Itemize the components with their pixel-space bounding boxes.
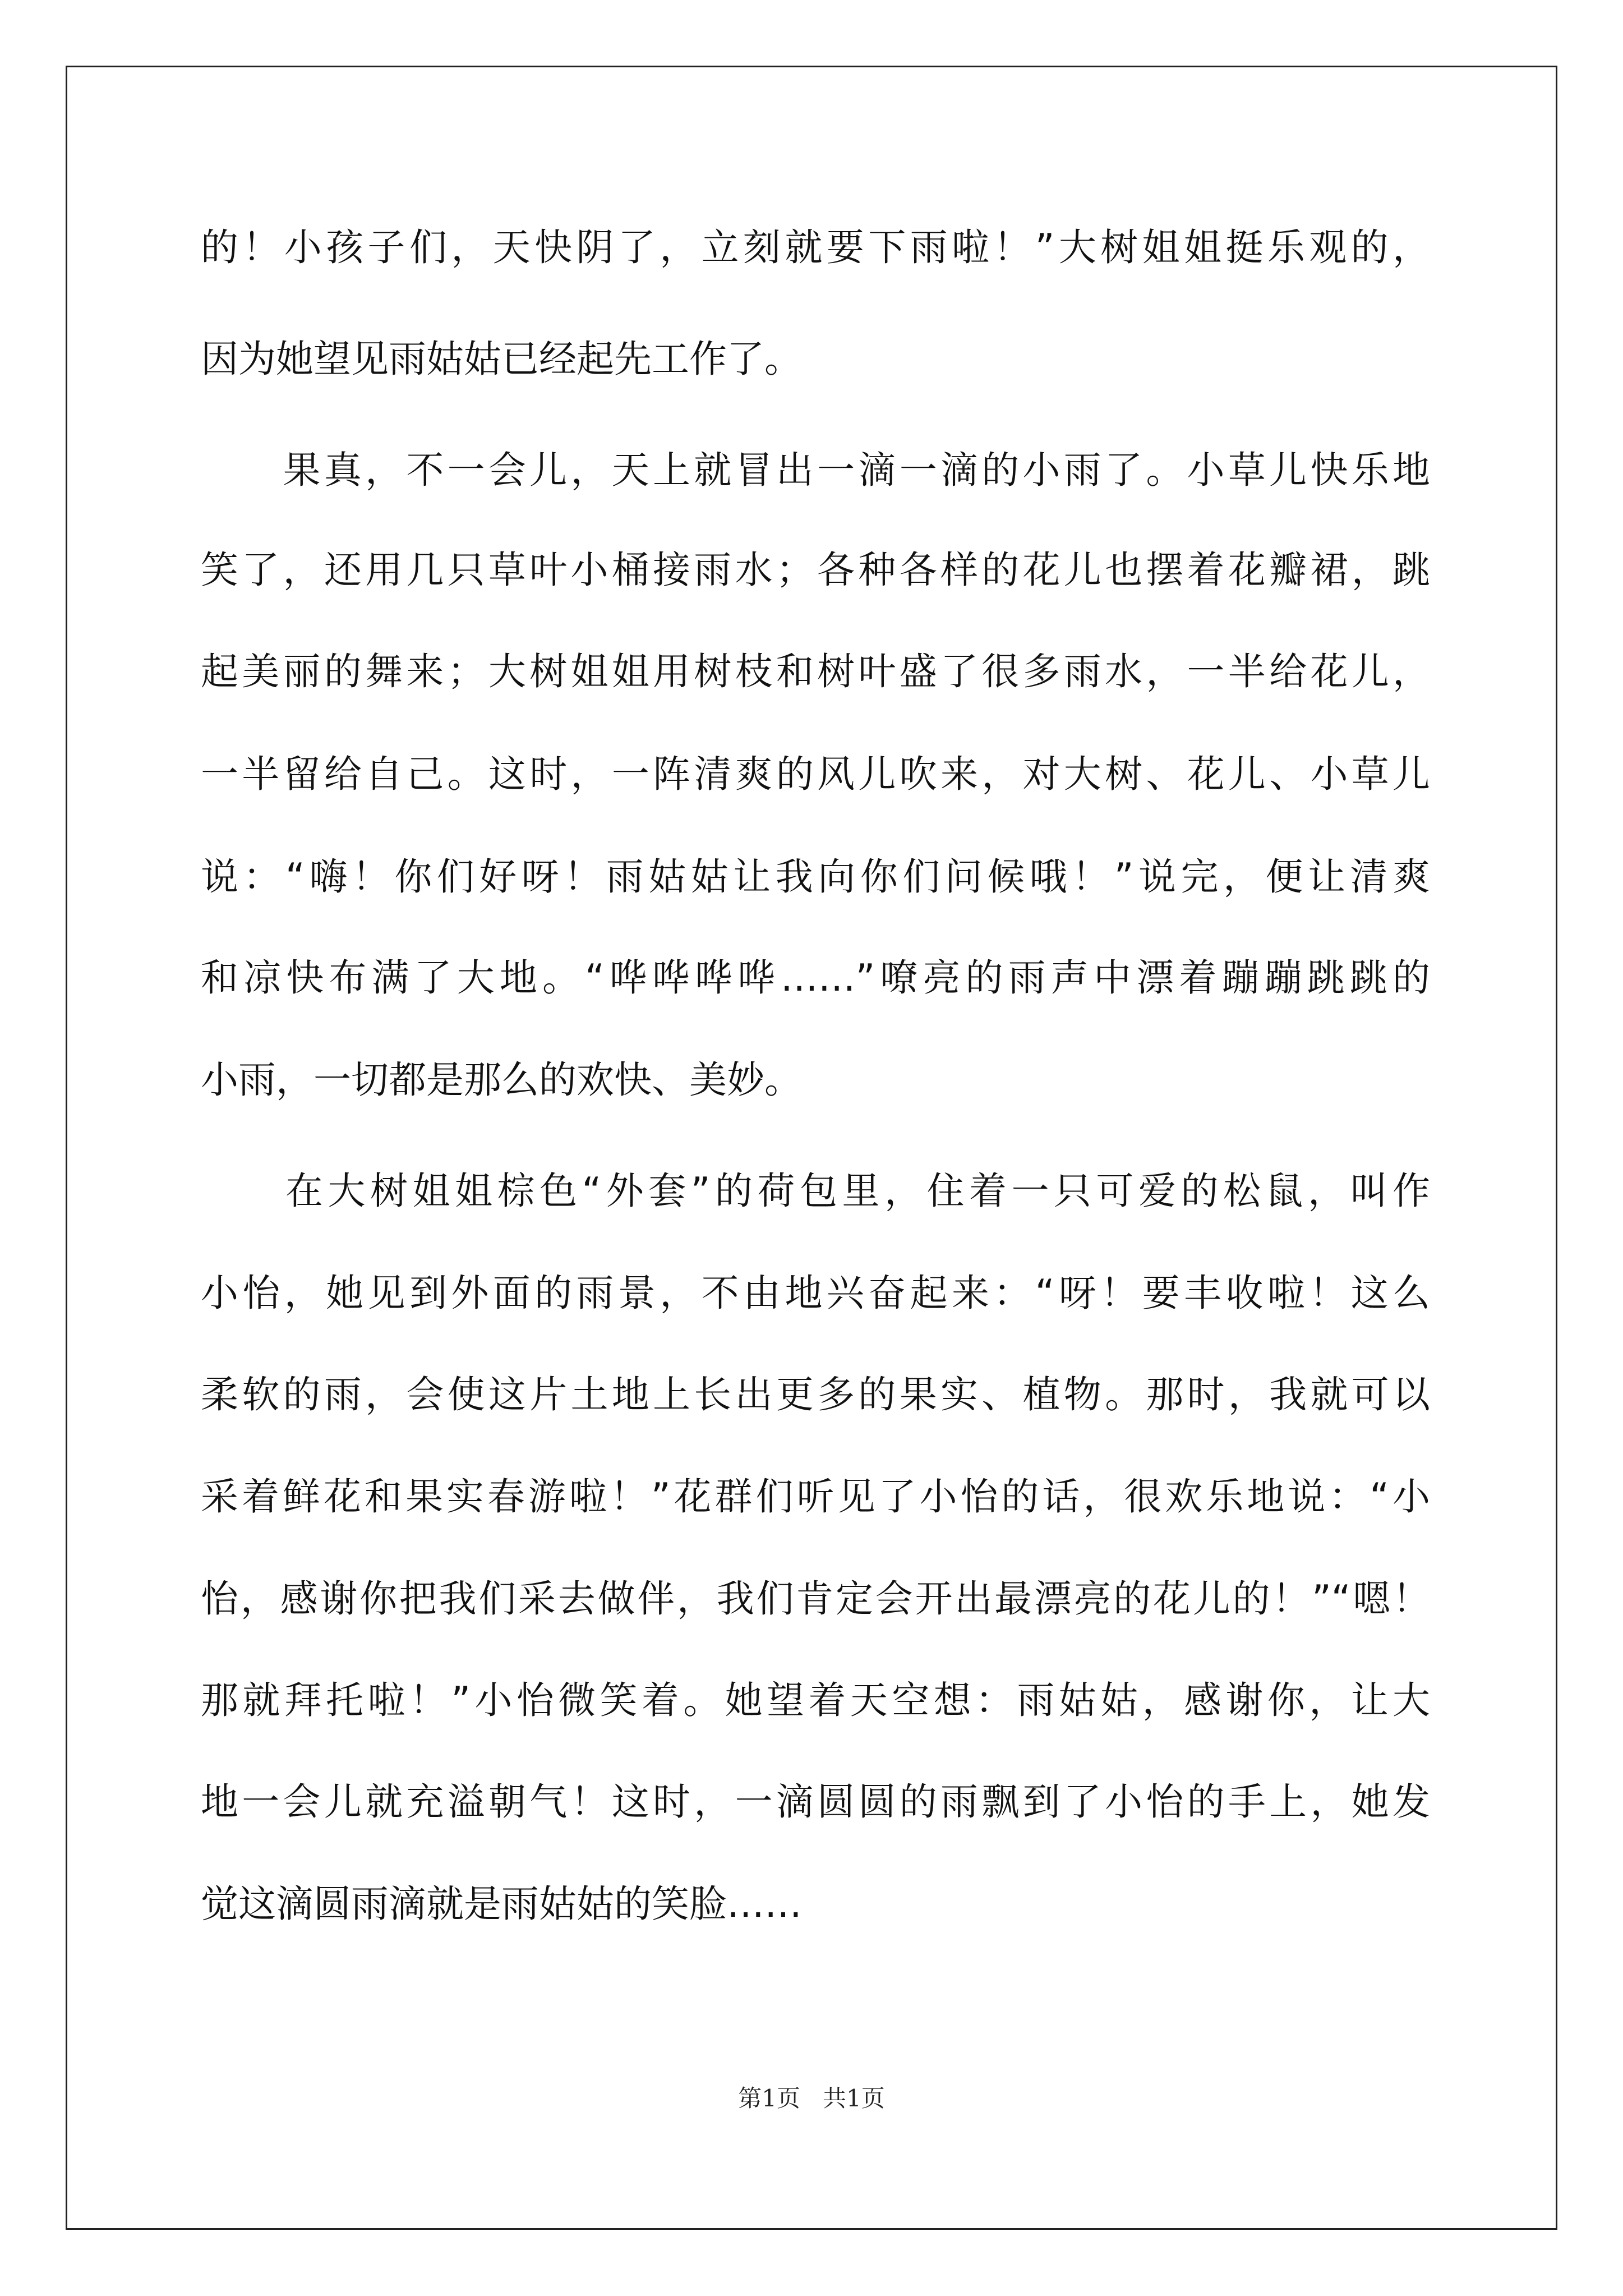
text-line: 果真，不一会儿，天上就冒出一滴一滴的小雨了。小草儿快乐地 — [201, 448, 1430, 492]
text-line: 那就拜托啦！”小怡微笑着。她望着天空想：雨姑姑，感谢你，让大 — [201, 1678, 1430, 1722]
text-line: 采着鲜花和果实春游啦！”花群们听见了小怡的话，很欢乐地说：“小 — [201, 1475, 1430, 1519]
text-line: 柔软的雨，会使这片土地上长出更多的果实、植物。那时，我就可以 — [201, 1373, 1430, 1416]
page-total: 共1页 — [823, 2085, 885, 2112]
text-line: 小怡，她见到外面的雨景，不由地兴奋起来：“呀！要丰收啦！这么 — [201, 1271, 1430, 1315]
text-line: 觉这滴圆雨滴就是雨姑姑的笑脸…… — [201, 1882, 802, 1926]
text-line: 笑了，还用几只草叶小桶接雨水；各种各样的花儿也摆着花瓣裙，跳 — [201, 548, 1430, 592]
text-line: 一半留给自己。这时，一阵清爽的风儿吹来，对大树、花儿、小草儿 — [201, 752, 1430, 796]
page-footer — [0, 2082, 1623, 2115]
text-line: 因为她望见雨姑姑已经起先工作了。 — [201, 337, 802, 381]
text-line: 小雨，一切都是那么的欢快、美妙。 — [201, 1058, 802, 1102]
text-line: 的！小孩子们，天快阴了，立刻就要下雨啦！”大树姐姐挺乐观的， — [201, 226, 1430, 269]
text-line: 怡，感谢你把我们采去做伴，我们肯定会开出最漂亮的花儿的！”“嗯！ — [201, 1577, 1430, 1621]
text-line: 起美丽的舞来；大树姐姐用树枝和树叶盛了很多雨水，一半给花儿， — [201, 650, 1430, 693]
text-line: 说：“嗨！你们好呀！雨姑姑让我向你们问候哦！”说完，便让清爽 — [201, 855, 1430, 899]
text-line: 和凉快布满了大地。“哗哗哗哗……”嘹亮的雨声中漂着蹦蹦跳跳的 — [201, 956, 1430, 1000]
page-number: 第1页 — [738, 2085, 800, 2112]
text-line: 在大树姐姐棕色“外套”的荷包里，住着一只可爱的松鼠，叫作 — [201, 1169, 1430, 1213]
text-line: 地一会儿就充溢朝气！这时，一滴圆圆的雨飘到了小怡的手上，她发 — [201, 1780, 1430, 1824]
